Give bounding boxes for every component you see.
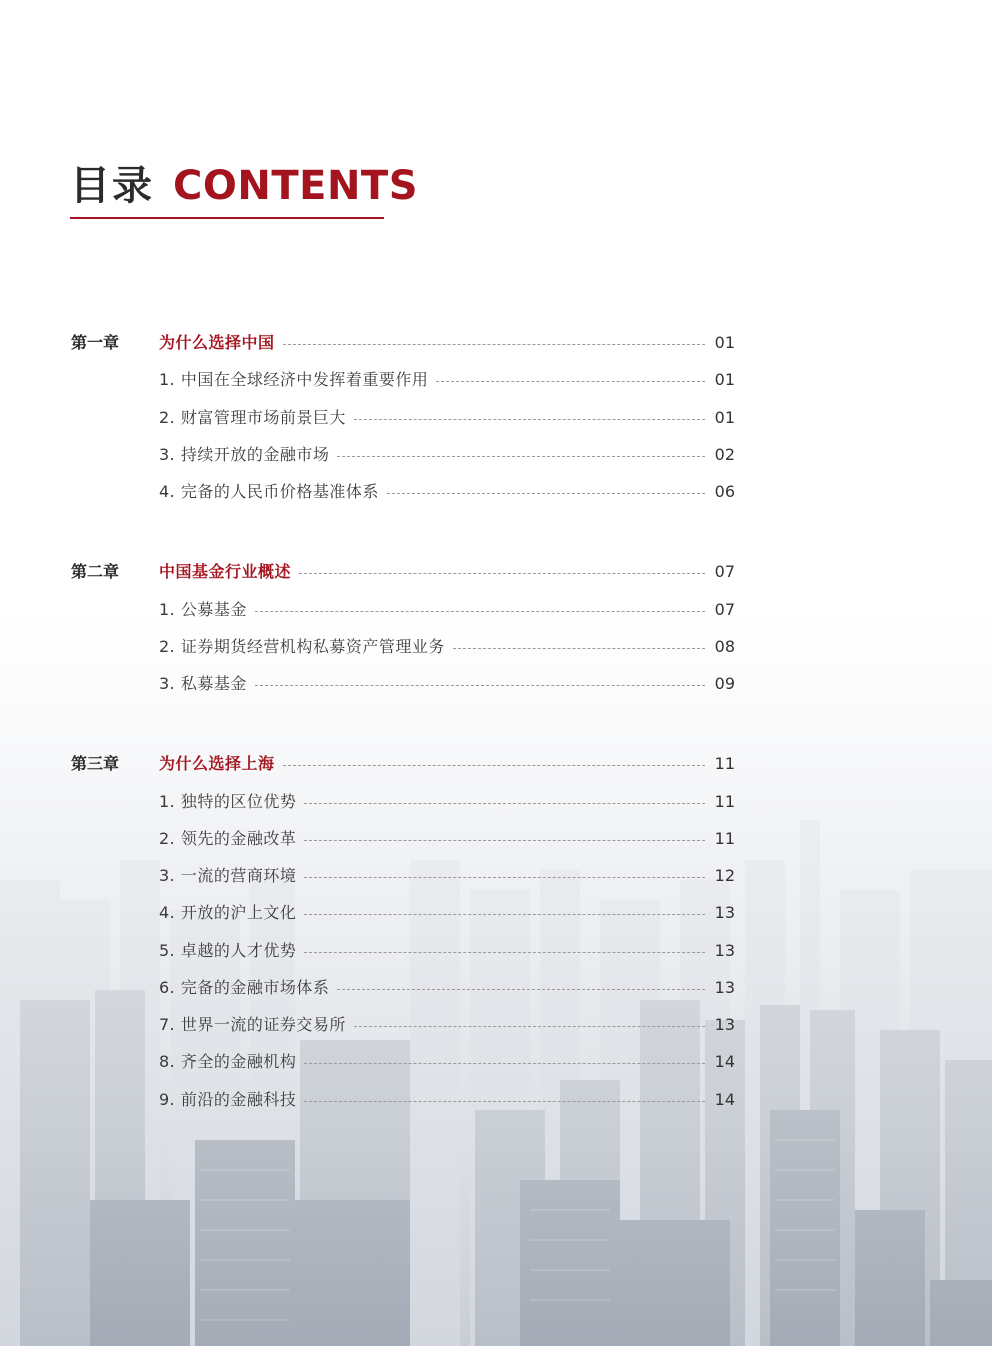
toc-page-number: 13 bbox=[714, 978, 735, 997]
toc-item[interactable] bbox=[159, 903, 735, 923]
toc-entry-text: 5. 卓越的人才优势 bbox=[159, 941, 297, 960]
leader-dots bbox=[304, 1063, 705, 1064]
chapter-label: 第一章 bbox=[71, 333, 120, 352]
toc-page-number: 13 bbox=[714, 941, 735, 960]
title-chinese: 目录 bbox=[70, 163, 154, 209]
leader-dots bbox=[255, 685, 705, 686]
toc-entry-text: 3. 私募基金 bbox=[159, 674, 247, 693]
toc-page-number: 09 bbox=[714, 674, 735, 693]
toc-item[interactable] bbox=[159, 1052, 735, 1072]
chapter-label: 第三章 bbox=[71, 754, 120, 773]
toc-entry-text: 2. 领先的金融改革 bbox=[159, 829, 297, 848]
toc-item[interactable] bbox=[159, 792, 735, 812]
toc-entry-text: 1. 中国在全球经济中发挥着重要作用 bbox=[159, 370, 429, 389]
toc-entry-text: 7. 世界一流的证券交易所 bbox=[159, 1015, 346, 1034]
toc-page-number: 13 bbox=[714, 1015, 735, 1034]
toc-item[interactable] bbox=[159, 445, 735, 465]
leader-dots bbox=[453, 648, 705, 649]
title-underline bbox=[70, 217, 384, 219]
title-english: CONTENTS bbox=[173, 163, 419, 209]
toc-entry-text: 6. 完备的金融市场体系 bbox=[159, 978, 330, 997]
toc-item[interactable] bbox=[159, 600, 735, 620]
toc-item[interactable] bbox=[159, 829, 735, 849]
toc-entry-text: 3. 持续开放的金融市场 bbox=[159, 445, 330, 464]
toc-entry-text: 9. 前沿的金融科技 bbox=[159, 1090, 297, 1109]
toc-item[interactable] bbox=[159, 1015, 735, 1035]
toc-entry-text: 中国基金行业概述 bbox=[159, 562, 292, 581]
toc-page-number: 01 bbox=[714, 370, 735, 389]
toc-page-number: 14 bbox=[714, 1052, 735, 1071]
leader-dots bbox=[387, 493, 705, 494]
toc-entry-text: 8. 齐全的金融机构 bbox=[159, 1052, 297, 1071]
leader-dots bbox=[283, 765, 705, 766]
toc-item[interactable] bbox=[159, 482, 735, 502]
toc-item[interactable] bbox=[159, 866, 735, 886]
toc-page-number: 01 bbox=[714, 333, 735, 352]
toc-page-number: 07 bbox=[714, 562, 735, 581]
leader-dots bbox=[304, 914, 705, 915]
leader-dots bbox=[299, 573, 705, 574]
toc-entry-text: 2. 财富管理市场前景巨大 bbox=[159, 408, 346, 427]
toc-item[interactable] bbox=[159, 637, 735, 657]
toc-page-number: 11 bbox=[714, 754, 735, 773]
toc-item[interactable] bbox=[159, 408, 735, 428]
leader-dots bbox=[304, 803, 705, 804]
toc-entry-text: 4. 开放的沪上文化 bbox=[159, 903, 297, 922]
toc-entry-text: 为什么选择中国 bbox=[159, 333, 275, 352]
toc-item[interactable] bbox=[159, 978, 735, 998]
toc-page-number: 14 bbox=[714, 1090, 735, 1109]
toc-item[interactable] bbox=[159, 370, 735, 390]
leader-dots bbox=[337, 456, 705, 457]
toc-page-number: 07 bbox=[714, 600, 735, 619]
toc-entry-text: 4. 完备的人民币价格基准体系 bbox=[159, 482, 379, 501]
toc-entry-text: 为什么选择上海 bbox=[159, 754, 275, 773]
toc-page-number: 11 bbox=[714, 829, 735, 848]
toc-page-number: 08 bbox=[714, 637, 735, 656]
leader-dots bbox=[354, 1026, 705, 1027]
leader-dots bbox=[255, 611, 705, 612]
chapter-label: 第二章 bbox=[71, 562, 120, 581]
toc-page-number: 06 bbox=[714, 482, 735, 501]
toc-entry-text: 1. 独特的区位优势 bbox=[159, 792, 297, 811]
leader-dots bbox=[304, 1101, 705, 1102]
toc-page-number: 12 bbox=[714, 866, 735, 885]
toc-item[interactable] bbox=[159, 1090, 735, 1110]
leader-dots bbox=[304, 840, 705, 841]
toc-entry-text: 2. 证券期货经营机构私募资产管理业务 bbox=[159, 637, 445, 656]
toc-chapter-heading[interactable] bbox=[159, 754, 735, 774]
toc-entry-text: 1. 公募基金 bbox=[159, 600, 247, 619]
toc-page-number: 01 bbox=[714, 408, 735, 427]
leader-dots bbox=[337, 989, 705, 990]
toc-entry-text: 3. 一流的营商环境 bbox=[159, 866, 297, 885]
toc-page-number: 11 bbox=[714, 792, 735, 811]
leader-dots bbox=[304, 952, 705, 953]
toc-chapter-heading[interactable] bbox=[159, 562, 735, 582]
toc-chapter-heading[interactable] bbox=[159, 333, 735, 353]
toc-item[interactable] bbox=[159, 674, 735, 694]
toc-page-number: 02 bbox=[714, 445, 735, 464]
leader-dots bbox=[436, 381, 705, 382]
leader-dots bbox=[354, 419, 705, 420]
leader-dots bbox=[304, 877, 705, 878]
leader-dots bbox=[283, 344, 705, 345]
toc-item[interactable] bbox=[159, 941, 735, 961]
toc-page-number: 13 bbox=[714, 903, 735, 922]
